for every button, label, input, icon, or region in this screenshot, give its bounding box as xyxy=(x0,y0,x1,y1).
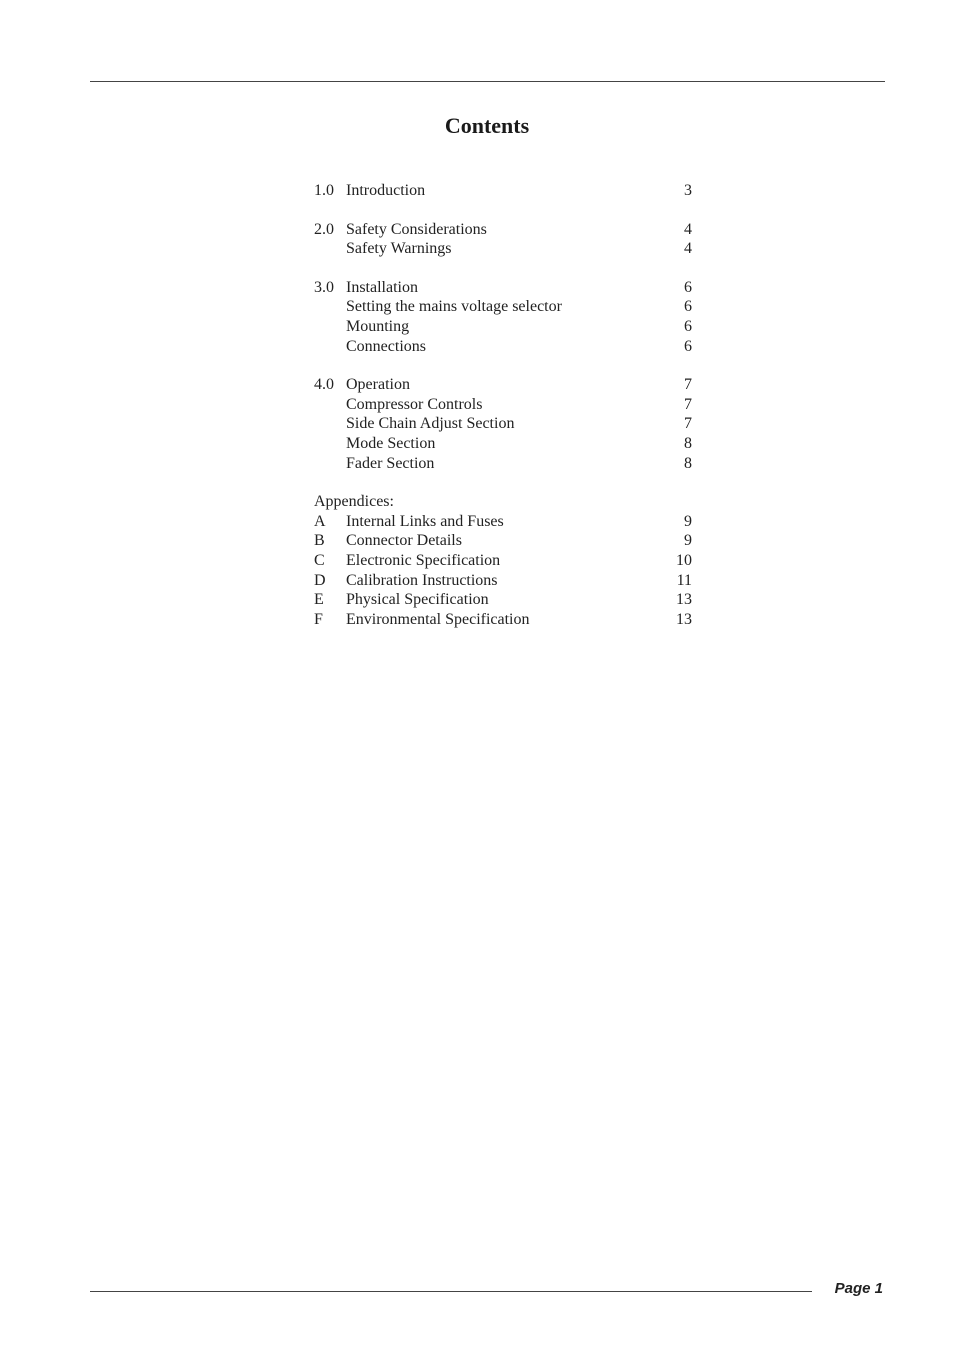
toc-entry-number: D xyxy=(314,571,326,589)
toc-entry-label: Installation xyxy=(346,278,418,296)
toc-entry-number xyxy=(314,239,346,259)
toc-entry-page: 3 xyxy=(684,182,692,199)
toc-section-safety xyxy=(314,220,692,259)
toc-entry xyxy=(314,454,692,474)
toc-entry-number: C xyxy=(314,551,325,569)
toc-entry-page: 11 xyxy=(676,571,692,589)
toc-entry-label: Introduction xyxy=(346,182,426,199)
toc-entry-number: 1.0 xyxy=(314,182,334,199)
toc-entry xyxy=(314,610,692,630)
toc-entry xyxy=(314,395,692,415)
toc-entry-label: Mode Section xyxy=(346,434,436,452)
toc-entry-label: Safety Considerations xyxy=(346,220,487,238)
toc-entry-number xyxy=(314,395,346,415)
toc-entry-page: 6 xyxy=(684,317,692,335)
toc-entry xyxy=(314,317,692,337)
toc-entry xyxy=(314,220,692,240)
toc-entry-number xyxy=(314,297,346,317)
toc-entry-page: 7 xyxy=(684,415,692,433)
toc-entry-label: Connections xyxy=(346,337,426,355)
toc-entry-number xyxy=(314,337,346,357)
toc-entry-number: E xyxy=(314,591,324,609)
toc-entry-number xyxy=(314,454,346,474)
page-title: Contents xyxy=(444,113,530,138)
toc-entry-label: Connector Details xyxy=(346,532,462,550)
toc-entry-page: 7 xyxy=(684,395,692,413)
toc-entry-page: 9 xyxy=(684,532,692,550)
toc-entry-label: Safety Warnings xyxy=(346,240,452,258)
toc-entry-page: 6 xyxy=(684,278,692,296)
toc-entry-page: 13 xyxy=(676,610,692,628)
toc-entry-number: F xyxy=(314,610,323,628)
toc-entry-page: 8 xyxy=(684,434,692,452)
toc-entry-number: A xyxy=(314,512,326,530)
toc-entry-label: Operation xyxy=(346,376,410,394)
toc-entry xyxy=(314,239,692,259)
toc-entry-number xyxy=(314,317,346,337)
toc-entry xyxy=(314,278,692,298)
toc-entry-number: B xyxy=(314,532,325,550)
toc-entry-label: Fader Section xyxy=(346,454,435,472)
toc-entry-page: 8 xyxy=(684,454,692,472)
toc-entry-page: 7 xyxy=(684,376,692,394)
bottom-divider xyxy=(90,1291,812,1292)
toc-entry-page: 4 xyxy=(684,240,692,258)
toc-entry-label: Setting the mains voltage selector xyxy=(346,298,562,316)
toc-entry-page: 10 xyxy=(676,551,692,569)
toc-entry-label: Environmental Specification xyxy=(346,610,530,628)
toc-entry-label: Physical Specification xyxy=(346,591,489,609)
toc-entry xyxy=(314,434,692,454)
toc-entry-page: 13 xyxy=(676,591,692,609)
toc-entry-number: 3.0 xyxy=(314,278,334,296)
toc-entry-number: 2.0 xyxy=(314,220,334,238)
toc-entry-label: Mounting xyxy=(346,317,410,335)
toc-entry xyxy=(314,571,692,591)
toc-entry xyxy=(314,551,692,571)
table-of-contents xyxy=(314,181,692,648)
toc-entry xyxy=(314,375,692,395)
toc-entry-page: 4 xyxy=(684,220,692,238)
toc-section-installation xyxy=(314,278,692,356)
toc-section-appendices xyxy=(314,492,692,629)
toc-entry xyxy=(314,297,692,317)
toc-entry-label: Compressor Controls xyxy=(346,395,483,413)
toc-entry-number xyxy=(314,434,346,454)
appendices-heading: Appendices: xyxy=(314,493,394,511)
toc-entry-label: Internal Links and Fuses xyxy=(346,512,504,530)
toc-section-operation xyxy=(314,375,692,473)
toc-entry xyxy=(314,181,692,201)
toc-section-introduction xyxy=(314,181,692,201)
toc-entry xyxy=(314,590,692,610)
toc-entry-number: 4.0 xyxy=(314,376,334,394)
toc-entry xyxy=(314,531,692,551)
toc-entry xyxy=(314,337,692,357)
toc-entry xyxy=(314,512,692,532)
page-number: Page 1 xyxy=(834,1280,883,1297)
toc-entry-label: Calibration Instructions xyxy=(346,571,498,589)
toc-entry-page: 9 xyxy=(684,512,692,530)
toc-entry-page: 6 xyxy=(684,298,692,316)
top-divider xyxy=(90,81,885,82)
toc-entry-number xyxy=(314,414,346,434)
toc-entry-page: 6 xyxy=(684,337,692,355)
toc-entry-label: Electronic Specification xyxy=(346,551,501,569)
toc-entry-label: Side Chain Adjust Section xyxy=(346,415,515,433)
toc-entry xyxy=(314,414,692,434)
